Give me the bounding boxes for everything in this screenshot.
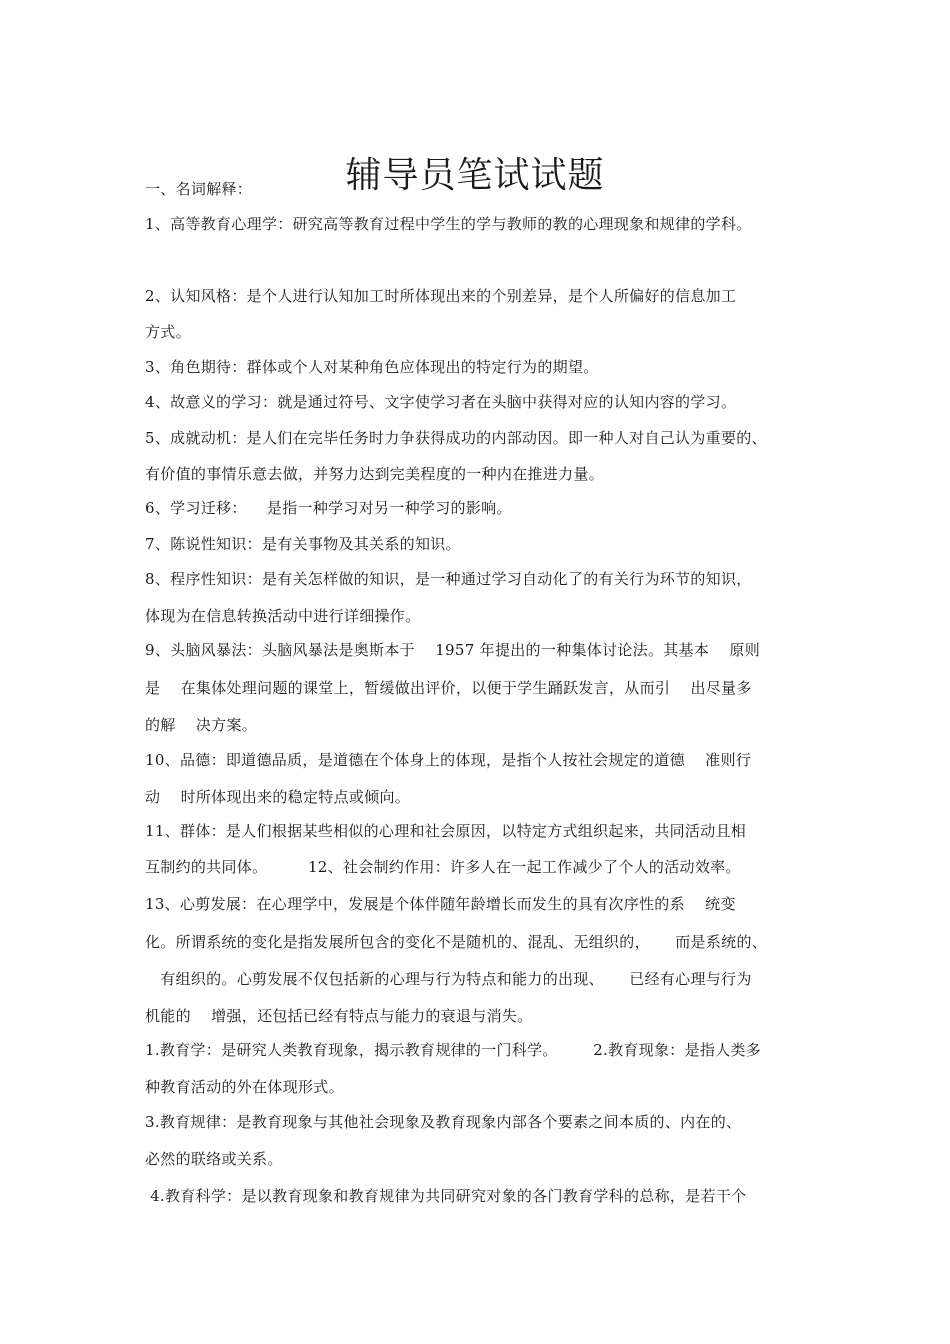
section-heading: 一、名词解释： <box>145 180 253 198</box>
text-line: 9、头脑风暴法：头脑风暴法是奥斯本于 1957 年提出的一种集体讨论法。其基本 原则 <box>145 641 761 659</box>
text-line: 种教育活动的外在体现形式。 <box>145 1078 344 1096</box>
text-line: 5、成就动机：是人们在完毕任务时力争获得成功的内部动因。即一种人对自己认为重要的、 <box>145 429 767 447</box>
text-line: 13、心剪发展：在心理学中，发展是个体伴随年龄增长而发生的具有次序性的系 统变 <box>145 895 736 913</box>
text-line: 方式。 <box>145 323 191 341</box>
text-line: 6、学习迁移： 是指一种学习对另一种学习的影响。 <box>145 499 512 517</box>
text-line: 机能的 增强，还包括已经有特点与能力的衰退与消失。 <box>145 1007 533 1025</box>
text-line: 7、陈说性知识：是有关事物及其关系的知识。 <box>145 535 461 553</box>
text-line: 有组织的。心剪发展不仅包括新的心理与行为特点和能力的出现、 已经有心理与行为 <box>145 970 752 988</box>
document-title: 辅导员笔试试题 <box>345 155 605 197</box>
text-line: 必然的联络或关系。 <box>145 1150 283 1168</box>
text-line: 4、故意义的学习：就是通过符号、文字使学习者在头脑中获得对应的认知内容的学习。 <box>145 393 737 411</box>
text-line: 2、认知风格：是个人进行认知加工时所体现出来的个别差异，是个人所偏好的信息加工 <box>145 287 737 305</box>
text-line: 有价值的事情乐意去做，并努力达到完美程度的一种内在推进力量。 <box>145 465 605 483</box>
text-line: 动 时所体现出来的稳定特点或倾向。 <box>145 788 411 806</box>
text-line: 的解 决方案。 <box>145 716 258 734</box>
text-line: 1.教育学：是研究人类教育现象，揭示教育规律的一门科学。 2.教育现象：是指人类多 <box>145 1041 762 1059</box>
text-line: 化。所谓系统的变化是指发展所包含的变化不是随机的、混乱、无组织的， 而是系统的、 <box>145 933 768 951</box>
text-line: 11、群体：是人们根据某些相似的心理和社会原因，以特定方式组织起来，共同活动且相 <box>145 822 747 840</box>
text-line: 互制约的共同体。 12、社会制约作用：许多人在一起工作减少了个人的活动效率。 <box>145 858 741 876</box>
text-line: 是 在集体处理问题的课堂上，暂缓做出评价，以便于学生踊跃发言，从而引 出尽量多 <box>145 679 752 697</box>
text-line: 体现为在信息转换活动中进行详细操作。 <box>145 607 421 625</box>
text-line: 3.教育规律：是教育现象与其他社会现象及教育现象内部各个要素之间本质的、内在的、 <box>145 1113 742 1131</box>
text-line: 8、程序性知识：是有关怎样做的知识，是一种通过学习自动化了的有关行为环节的知识， <box>145 570 752 588</box>
text-line: 1、高等教育心理学：研究高等教育过程中学生的学与教师的教的心理现象和规律的学科。 <box>145 215 752 233</box>
text-line: 4.教育科学：是以教育现象和教育规律为共同研究对象的各门教育学科的总称，是若干个 <box>145 1187 747 1205</box>
text-line: 3、角色期待：群体或个人对某种角色应体现出的特定行为的期望。 <box>145 358 599 376</box>
text-line: 10、品德：即道德品质，是道德在个体身上的体现，是指个人按社会规定的道德 准则行 <box>145 751 752 769</box>
